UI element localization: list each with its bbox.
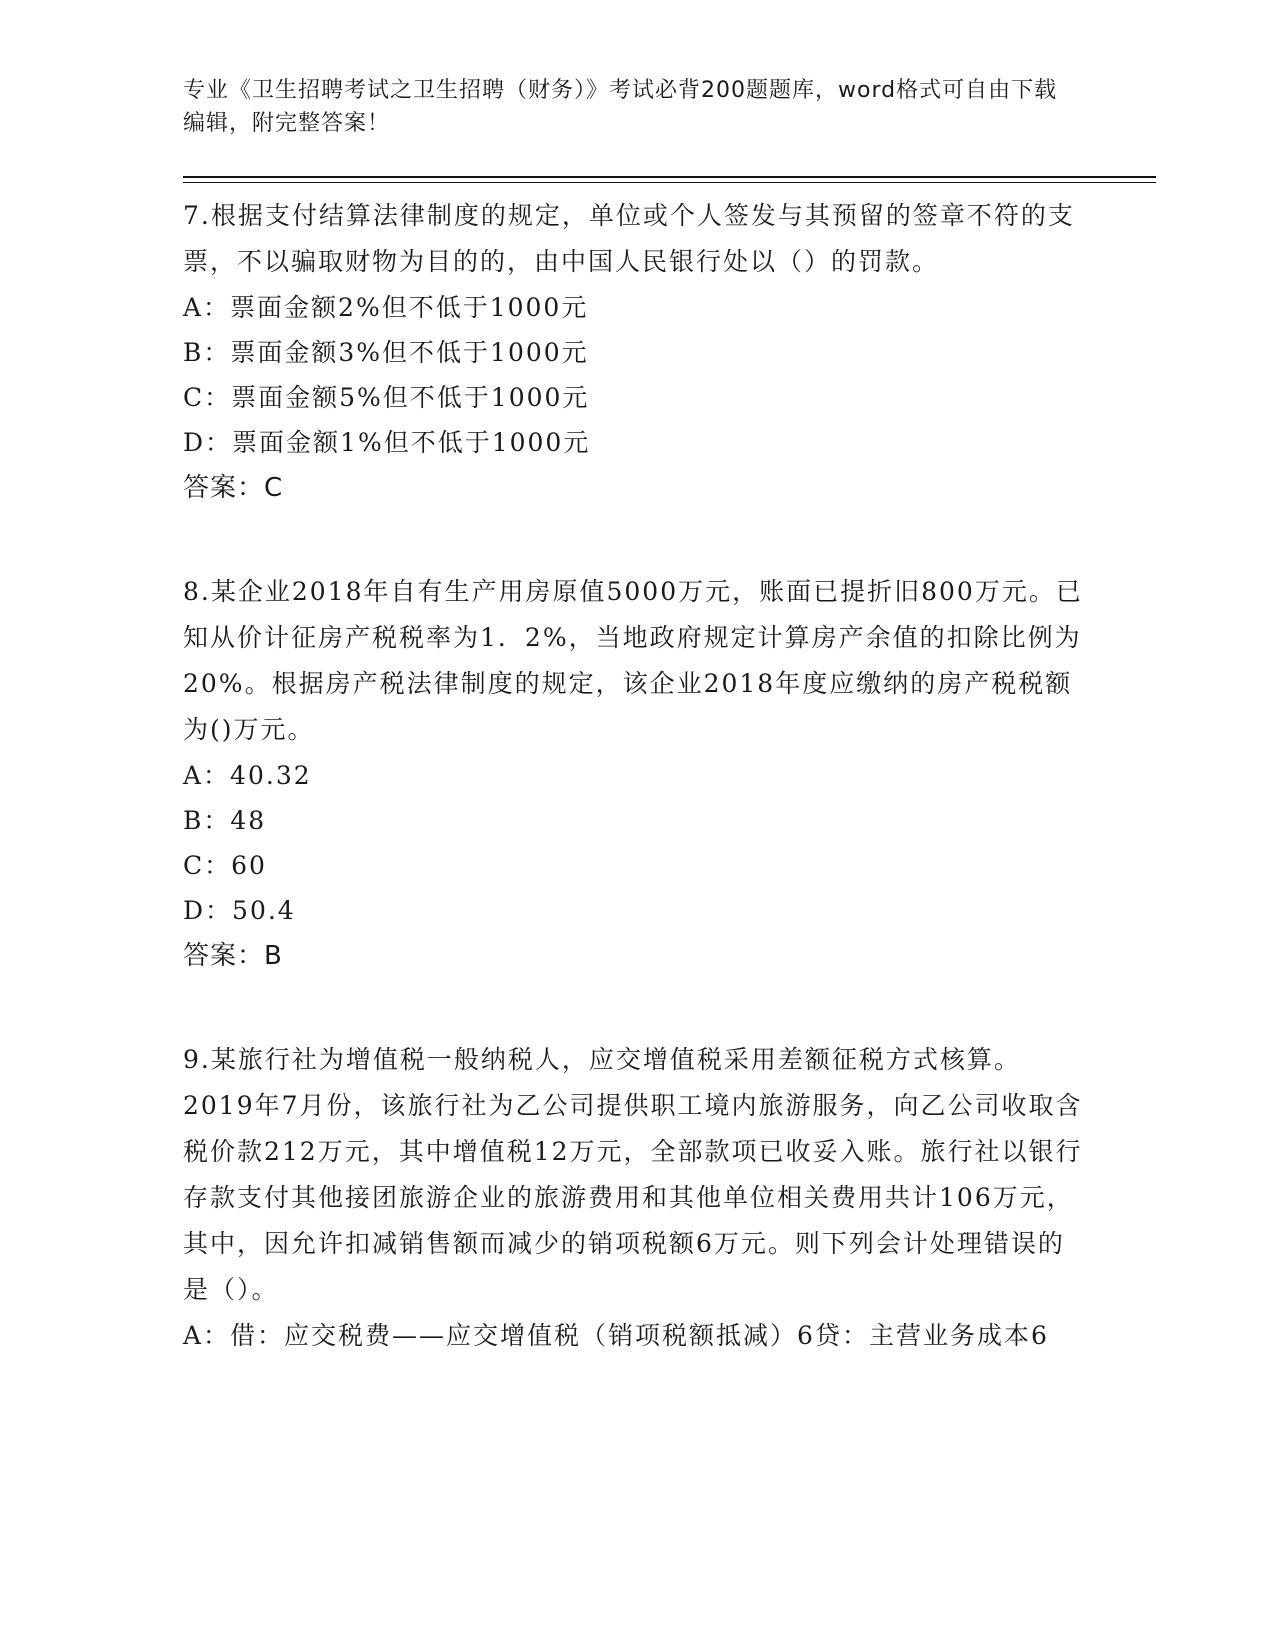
question-8 bbox=[183, 569, 1083, 979]
question-7 bbox=[183, 193, 1083, 511]
option-a: A：40.32 bbox=[183, 761, 312, 790]
header-divider-thin bbox=[183, 182, 1156, 183]
option-d: D：50.4 bbox=[183, 896, 296, 925]
option-a: A：借：应交税费——应交增值税（销项税额抵减）6贷：主营业务成本6 bbox=[183, 1321, 1049, 1350]
option-c: C：60 bbox=[183, 851, 267, 880]
document-header: 专业《卫生招聘考试之卫生招聘（财务）》考试必背200题题库，word格式可自由下载编辑，附完整答案！ bbox=[183, 78, 1058, 136]
question-text: 9.某旅行社为增值税一般纳税人，应交增值税采用差额征税方式核算。2019年7月份，该旅行社为乙公司提供职工境内旅游服务，向乙公司收取含税价款212万元，其中增值税12万元，全部款项已收妥入账。旅行社以银行存款支付其他接团旅游企业的旅游费用和其他单位相关费用共计106万元，其中，因允许扣减销售额而减少的销项税额6万元。则下列会计处理错误的是（）。 bbox=[183, 1045, 1083, 1304]
option-d: D：票面金额1%但不低于1000元 bbox=[183, 428, 591, 457]
answer-line: 答案：C bbox=[183, 473, 284, 503]
option-b: B：票面金额3%但不低于1000元 bbox=[183, 338, 589, 367]
question-text: 7.根据支付结算法律制度的规定，单位或个人签发与其预留的签章不符的支票，不以骗取财物为目的的，由中国人民银行处以（）的罚款。 bbox=[183, 201, 1075, 276]
header-divider-thick bbox=[183, 176, 1156, 178]
question-text: 8.某企业2018年自有生产用房原值5000万元，账面已提折旧800万元。已知从价计征房产税税率为1．2%，当地政府规定计算房产余值的扣除比例为20%。根据房产税法律制度的规定，该企业2018年度应缴纳的房产税税额为()万元。 bbox=[183, 577, 1083, 744]
question-list bbox=[183, 193, 1083, 1416]
option-c: C：票面金额5%但不低于1000元 bbox=[183, 383, 590, 412]
question-9 bbox=[183, 1037, 1083, 1358]
option-b: B：48 bbox=[183, 806, 267, 835]
answer-line: 答案：B bbox=[183, 941, 283, 971]
option-a: A：票面金额2%但不低于1000元 bbox=[183, 293, 589, 322]
